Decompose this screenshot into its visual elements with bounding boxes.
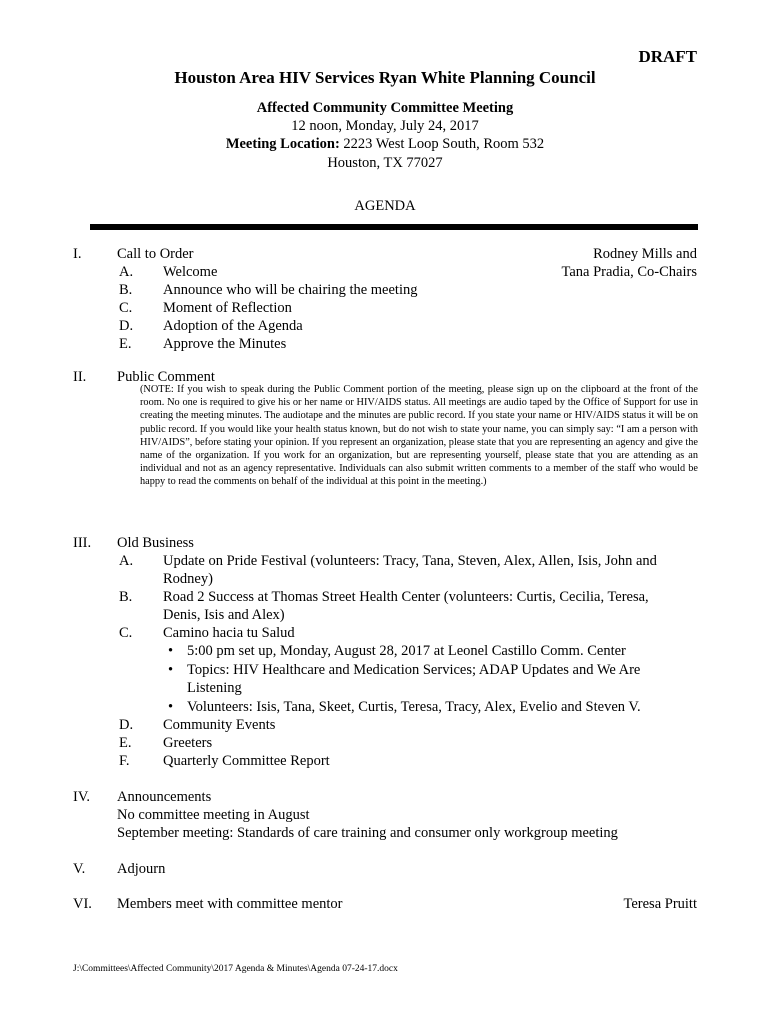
bullet-icon: • bbox=[168, 643, 174, 659]
item-letter: A. bbox=[119, 553, 134, 569]
item-letter: B. bbox=[119, 282, 133, 298]
agenda-item-road-2-success: Road 2 Success at Thomas Street Health Center (volunteers: Curtis, Cecilia, Teresa, bbox=[163, 589, 649, 605]
announcement-line: No committee meeting in August bbox=[117, 807, 310, 823]
item-letter: D. bbox=[119, 717, 134, 733]
agenda-item-camino-hacia-tu-salud: Camino hacia tu Salud bbox=[163, 625, 295, 641]
item-letter: A. bbox=[119, 264, 134, 280]
agenda-item-pride-festival: Update on Pride Festival (volunteers: Tracy, Tana, Steven, Alex, Allen, Isis, John and bbox=[163, 553, 657, 569]
section-6-presenter: Teresa Pruitt bbox=[623, 896, 697, 912]
item-letter: C. bbox=[119, 300, 133, 316]
footer-file-path: J:\Committees\Affected Community\2017 Agenda & Minutes\Agenda 07-24-17.docx bbox=[73, 964, 398, 974]
meeting-title: Affected Community Committee Meeting bbox=[256, 100, 514, 116]
agenda-item-adopt-agenda: Adoption of the Agenda bbox=[163, 318, 303, 334]
agenda-item-road-2-success-cont: Denis, Isis and Alex) bbox=[163, 607, 285, 623]
section-1-title: Call to Order bbox=[117, 246, 194, 262]
section-3-title: Old Business bbox=[117, 535, 194, 551]
agenda-item-reflection: Moment of Reflection bbox=[163, 300, 292, 316]
bullet-icon: • bbox=[168, 662, 174, 678]
agenda-item-quarterly-report: Quarterly Committee Report bbox=[163, 753, 330, 769]
meeting-location-label: Meeting Location: bbox=[225, 136, 340, 152]
section-5-number: V. bbox=[73, 861, 86, 877]
item-letter: D. bbox=[119, 318, 134, 334]
section-4-title: Announcements bbox=[117, 789, 212, 805]
section-4-number: IV. bbox=[73, 789, 91, 805]
item-letter: C. bbox=[119, 625, 133, 641]
announcement-line: September meeting: Standards of care training and consumer only workgroup meeting bbox=[117, 825, 618, 841]
agenda-item-greeters: Greeters bbox=[163, 735, 213, 751]
section-6-title: Members meet with committee mentor bbox=[117, 896, 343, 912]
public-comment-note: (NOTE: If you wish to speak during the Public Comment portion of the meeting, please sign up on the clipboard at the front of the room. No one is required to give his or her name or HIV/AIDS status. All meetings are audio taped by the Office of Support for use in creating the meeting minutes. The audiotape and the minutes are public record. If you state your name or HIV/AIDS status it will be on public record. If you would like your health status known, but do not wish to state your name, you can simply say: “I am a person with HIV/AIDS”, before stating your opinion. If you represent an organization, please state that you are representing an agency and give the name of the organization. If you work for an organization, but are representing yourself, please state that you are attending as an individual and not as an agency representative. Individuals can also submit written comments to a member of the staff who would be happy to read the comments on behalf of the individual at this point in the meeting.) bbox=[140, 384, 698, 488]
section-2-title: Public Comment bbox=[117, 369, 215, 385]
organization-title: Houston Area HIV Services Ryan White Planning Council bbox=[174, 68, 596, 87]
meeting-time: 12 noon, Monday, July 24, 2017 bbox=[291, 118, 479, 134]
section-1-presenter-line1: Rodney Mills and bbox=[593, 246, 697, 262]
item-letter: E. bbox=[119, 336, 132, 352]
meeting-city: Houston, TX 77027 bbox=[327, 155, 443, 171]
meeting-location-address: 2223 West Loop South, Room 532 bbox=[343, 136, 545, 152]
item-letter: B. bbox=[119, 589, 133, 605]
agenda-item-welcome: Welcome bbox=[163, 264, 218, 280]
section-3-number: III. bbox=[73, 535, 92, 551]
section-2-number: II. bbox=[73, 369, 87, 385]
section-1-number: I. bbox=[73, 246, 82, 262]
item-letter: F. bbox=[119, 753, 130, 769]
header-divider bbox=[90, 224, 698, 230]
bullet-icon: • bbox=[168, 699, 174, 715]
agenda-heading: AGENDA bbox=[354, 198, 416, 214]
agenda-item-approve-minutes: Approve the Minutes bbox=[163, 336, 287, 352]
section-6-number: VI. bbox=[73, 896, 92, 912]
bullet-item-setup: 5:00 pm set up, Monday, August 28, 2017 at Leonel Castillo Comm. Center bbox=[187, 643, 626, 659]
agenda-item-community-events: Community Events bbox=[163, 717, 276, 733]
draft-label: DRAFT bbox=[638, 47, 697, 66]
bullet-item-topics: Topics: HIV Healthcare and Medication Services; ADAP Updates and We Are bbox=[187, 662, 641, 678]
item-letter: E. bbox=[119, 735, 132, 751]
section-1-presenter-line2: Tana Pradia, Co-Chairs bbox=[561, 264, 697, 280]
bullet-item-volunteers: Volunteers: Isis, Tana, Skeet, Curtis, Teresa, Tracy, Alex, Evelio and Steven V. bbox=[187, 699, 641, 715]
meeting-location bbox=[0, 136, 770, 153]
agenda-item-announce-chair: Announce who will be chairing the meeting bbox=[163, 282, 418, 298]
bullet-item-topics-cont: Listening bbox=[187, 680, 242, 696]
agenda-item-pride-festival-cont: Rodney) bbox=[163, 571, 213, 587]
section-5-title: Adjourn bbox=[117, 861, 166, 877]
